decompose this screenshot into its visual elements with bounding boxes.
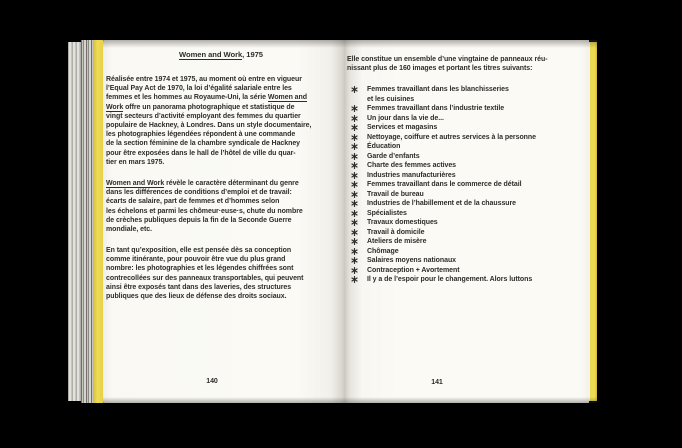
asterisk-bullet bbox=[347, 256, 367, 264]
fore-edge-cover-sliver bbox=[68, 42, 81, 401]
asterisk-bullet bbox=[347, 171, 367, 179]
asterisk-bullet bbox=[347, 199, 367, 207]
asterisk-bullet bbox=[347, 142, 367, 150]
list-item bbox=[347, 133, 582, 143]
panel-title: Travaux domestiques bbox=[367, 219, 438, 226]
paragraph-2: Women and Work révèle le caractère déterminant du genre dans les différences de conditions d’emploi et de travail: écarts de salaire, part de femmes et d’hommes selon les échelons et parmi les chômeur·euse·s, chute du nombre de crèches publiques depuis la fin de la Seconde Guerre mondiale, etc. bbox=[106, 180, 303, 234]
asterisk-bullet-icon bbox=[351, 257, 358, 264]
asterisk-bullet-icon bbox=[351, 134, 358, 141]
panel-title: Travail à domicile bbox=[367, 228, 425, 236]
asterisk-bullet-icon bbox=[351, 86, 358, 93]
asterisk-bullet bbox=[347, 123, 367, 131]
list-item bbox=[347, 209, 582, 219]
list-item bbox=[347, 171, 582, 181]
asterisk-bullet bbox=[347, 228, 367, 236]
asterisk-bullet-icon bbox=[351, 276, 358, 283]
asterisk-bullet-icon bbox=[351, 200, 358, 207]
fore-edge-page-stack bbox=[81, 40, 93, 403]
asterisk-bullet bbox=[347, 152, 367, 160]
asterisk-bullet-icon bbox=[351, 210, 358, 217]
asterisk-bullet bbox=[347, 247, 367, 255]
panel-title: Travail de bureau bbox=[367, 190, 424, 198]
asterisk-bullet-icon bbox=[351, 238, 358, 245]
list-item bbox=[347, 237, 582, 247]
panel-title: Charte des femmes actives bbox=[367, 162, 457, 169]
panel-title: Ateliers de misère bbox=[367, 238, 427, 245]
asterisk-bullet bbox=[347, 85, 367, 93]
asterisk-bullet-icon bbox=[351, 115, 358, 122]
asterisk-bullet-icon bbox=[351, 267, 358, 274]
list-item bbox=[347, 190, 582, 200]
asterisk-bullet bbox=[347, 275, 367, 283]
panel-title: Services et magasins bbox=[367, 124, 438, 131]
list-item bbox=[347, 104, 582, 114]
panel-title: Spécialistes bbox=[367, 209, 407, 217]
asterisk-bullet-icon bbox=[351, 143, 358, 150]
asterisk-bullet-icon bbox=[351, 248, 358, 255]
list-item bbox=[347, 256, 582, 266]
asterisk-bullet-icon bbox=[351, 105, 358, 112]
asterisk-bullet bbox=[347, 161, 367, 169]
list-item bbox=[347, 152, 582, 162]
asterisk-bullet bbox=[347, 114, 367, 122]
list-item bbox=[347, 142, 582, 152]
panel-list bbox=[347, 85, 582, 285]
list-item bbox=[347, 123, 582, 133]
paragraph-3: En tant qu’exposition, elle est pensée dès sa conception comme itinérante, pour pouvoir être vue du plus grand nombre: les photographies et les légendes chiffrées sont contrecollées sur des panneaux transportables, qui peuvent ainsi être exposés tant dans des laveries, des structures publiques que des lieux de défense des droits sociaux. bbox=[106, 247, 304, 301]
asterisk-bullet bbox=[347, 133, 367, 141]
list-item bbox=[347, 161, 582, 171]
panel-title: Éducation bbox=[367, 143, 401, 150]
asterisk-bullet bbox=[347, 209, 367, 217]
paragraph-1: Réalisée entre 1974 et 1975, au moment où entre en vigueur l’Equal Pay Act de 1970, la loi d’égalité salariale entre les femmes et les hommes au Royaume-Uni, la série Women and Work offre un panorama photographique et statistique de vingt secteurs d’activité employant des femmes du quartier populaire de Hackney, à Londres. Dans un style documentaire, les photographies légendées répondent à une commande de la section féminine de la chambre syndicale de Hackney pour être exposées dans le hall de l’hôtel de ville du quar- tier en mars 1975. bbox=[106, 76, 312, 166]
asterisk-bullet bbox=[347, 266, 367, 274]
list-item bbox=[347, 247, 582, 257]
asterisk-bullet-icon bbox=[351, 124, 358, 131]
panel-title: Il y a de l’espoir pour le changement. Alors luttons bbox=[367, 276, 533, 283]
asterisk-bullet-icon bbox=[351, 219, 358, 226]
panel-title: Femmes travaillant dans les blanchisseries et les cuisines bbox=[367, 86, 509, 103]
page-title-underlined: Women and Work bbox=[179, 50, 243, 59]
panel-title: Garde d’enfants bbox=[367, 152, 420, 160]
list-item bbox=[347, 199, 582, 209]
list-item bbox=[347, 85, 582, 104]
book-spread bbox=[62, 40, 597, 403]
fore-edge-yellow-band bbox=[93, 40, 103, 403]
panel-title: Nettoyage, coiffure et autres services à la personne bbox=[367, 133, 536, 141]
panel-title: Chômage bbox=[367, 247, 399, 255]
page-title-suffix: , 1975 bbox=[242, 50, 263, 59]
panel-title: Industries de l’habillement et de la chaussure bbox=[367, 200, 517, 207]
list-item bbox=[347, 228, 582, 238]
panel-title: Femmes travaillant dans l’industrie textile bbox=[367, 105, 505, 112]
asterisk-bullet bbox=[347, 218, 367, 226]
list-item bbox=[347, 218, 582, 228]
asterisk-bullet-icon bbox=[351, 162, 358, 169]
asterisk-bullet bbox=[347, 180, 367, 188]
list-item bbox=[347, 114, 582, 124]
asterisk-bullet bbox=[347, 190, 367, 198]
list-item bbox=[347, 180, 582, 190]
asterisk-bullet bbox=[347, 237, 367, 245]
page-number-right: 141 bbox=[431, 379, 443, 386]
panel-title: Salaires moyens nationaux bbox=[367, 257, 457, 264]
right-edge-yellow-band bbox=[589, 42, 597, 401]
asterisk-bullet-icon bbox=[351, 181, 358, 188]
panel-title: Un jour dans la vie de... bbox=[367, 114, 444, 122]
asterisk-bullet-icon bbox=[351, 172, 358, 179]
panel-title: Contraception + Avortement bbox=[367, 266, 460, 274]
list-item bbox=[347, 266, 582, 276]
panel-title: Industries manufacturières bbox=[367, 171, 456, 179]
panel-title: Femmes travaillant dans le commerce de détail bbox=[367, 181, 522, 188]
intro-paragraph: Elle constitue un ensemble d’une vingtaine de panneaux réu- nissant plus de 160 images et portant les titres suivants: bbox=[347, 56, 548, 73]
asterisk-bullet bbox=[347, 104, 367, 112]
asterisk-bullet-icon bbox=[351, 229, 358, 236]
list-item bbox=[347, 275, 582, 285]
asterisk-bullet-icon bbox=[351, 153, 358, 160]
page-number-left: 140 bbox=[206, 378, 218, 385]
asterisk-bullet-icon bbox=[351, 191, 358, 198]
page-title bbox=[106, 50, 336, 59]
